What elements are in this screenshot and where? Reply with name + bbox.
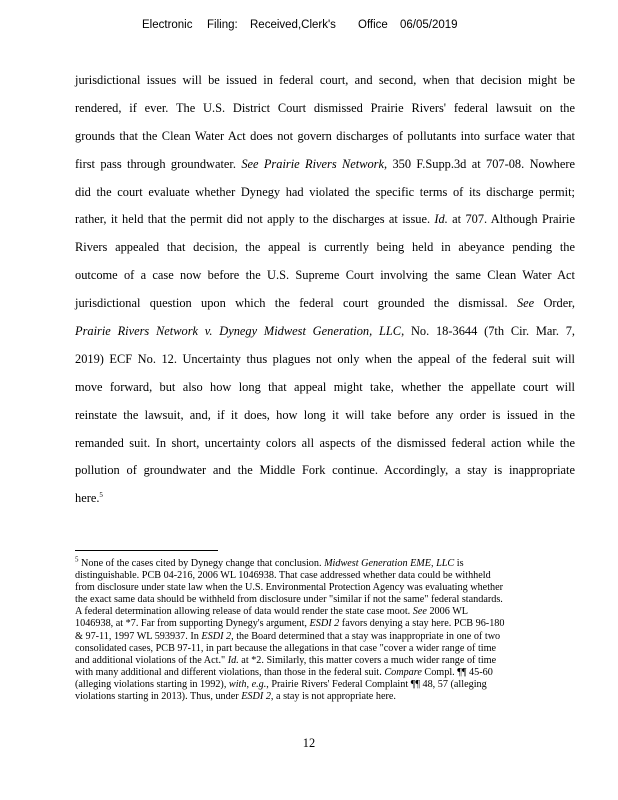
body-line: outcome of a case now before the U.S. Supreme Court involving the same Clean Water Act: [75, 268, 575, 283]
footnote-line: with many additional and different violations, than those in the federal suit. Compare Compl. ¶¶ 45-60: [75, 666, 493, 678]
id-citation: Id.: [227, 654, 239, 666]
body-text: here.: [75, 491, 100, 506]
footnote-line: from disclosure under state law when the U.S. Environmental Protection Agency was evaluating whether: [75, 582, 504, 594]
body-text: , 350 F.Supp.3d at 707-08. Nowhere: [384, 156, 575, 171]
case-name: ESDI 2: [201, 630, 232, 642]
footnote-reference: 5: [99, 491, 103, 500]
case-name: ESDI 2: [309, 618, 340, 630]
case-citation: See Prairie Rivers Network: [241, 156, 385, 171]
footnote-line: the exact same data should be withheld from disclosure under "similar if not the same" federal standards.: [75, 594, 503, 606]
body-line: [75, 318, 575, 346]
body-line: rendered, if ever. The U.S. District Court dismissed Prairie Rivers' federal lawsuit on the: [75, 100, 575, 115]
body-line: [75, 151, 575, 179]
body-line: jurisdictional issues will be issued in federal court, and second, when that decision might be: [75, 73, 575, 87]
case-name: ESDI 2: [241, 691, 271, 703]
body-text: , No. 18-3644 (7th Cir. Mar. 7,: [401, 324, 576, 339]
footnote-line: $^5$ None of the cases cited by Dynegy change that conclusion. Midwest Generation EME, LLC is: [75, 555, 464, 569]
header-received-clerks: Received,Clerk's: [250, 19, 336, 31]
header-electronic: Electronic: [142, 19, 193, 31]
body-line: grounds that the Clean Water Act does not govern discharges of pollutants into surface water that: [75, 128, 575, 143]
body-line: reinstate the lawsuit, and, if it does, how long it will take before any order is issued in the: [75, 407, 575, 422]
see-signal: See: [516, 296, 535, 311]
body-text: at 707. Although Prairie: [447, 212, 575, 227]
footnote-divider: [75, 550, 218, 551]
with-signal: with, e.g.: [228, 678, 267, 690]
body-text: rather, it held that the permit did not apply to the discharges at issue.: [75, 212, 431, 227]
body-paragraph: [75, 67, 575, 513]
body-text: first pass through groundwater.: [75, 156, 236, 171]
footnote-line: 1046938, at *7. Far from supporting Dynegy's argument, ESDI 2 favors denying a stay here. PCB 96-180: [75, 618, 505, 630]
id-citation: Id.: [434, 212, 448, 227]
page-number: 12: [302, 736, 316, 750]
body-text: jurisdictional question upon which the federal court grounded the dismissal.: [75, 296, 508, 311]
body-text: Order,: [534, 296, 575, 311]
footnote-line: consolidated cases, PCB 97-11, in part because the allegations in that case "cover a wider range of time: [75, 642, 497, 654]
case-name: Prairie Rivers Network v. Dynegy Midwest Generation, LLC: [75, 324, 402, 339]
body-line: remanded suit. In short, uncertainty colors all aspects of the dismissed federal action while the: [75, 435, 575, 450]
header-date: 06/05/2019: [400, 19, 458, 31]
body-line: did the court evaluate whether Dynegy had violated the specific terms of its discharge permit;: [75, 184, 575, 199]
header-office: Office: [358, 19, 388, 31]
footnote-line: (alleging violations starting in 1992), with, e.g., Prairie Rivers' Federal Complaint ¶¶ 48, 57 (alleging: [75, 678, 487, 690]
body-line: pollution of groundwater and the Middle Fork continue. Accordingly, a stay is inappropriate: [75, 463, 575, 478]
body-line: move forward, but also how long that appeal might take, whether the appellate court will: [75, 379, 575, 394]
compare-signal: Compare: [384, 666, 422, 678]
footnote-marker: 5: [75, 555, 79, 564]
body-line: [75, 485, 575, 513]
footnote-line: and additional violations of the Act." Id. at *2. Similarly, this matter covers a much wider range of time: [75, 654, 497, 666]
body-line: [75, 206, 575, 234]
body-line: [75, 290, 575, 318]
footnote-line: A federal determination allowing release of data would render the state case moot. See 2006 WL: [75, 606, 469, 618]
body-line: Rivers appealed that decision, the appeal is currently being held in abeyance pending the: [75, 240, 575, 255]
header-filing: Filing:: [207, 19, 238, 31]
footnote-line: & 97-11, 1997 WL 593937. In ESDI 2, the Board determined that a stay was inappropriate in one of two: [75, 630, 501, 642]
see-signal: See: [412, 606, 427, 618]
footnote-5: [75, 555, 583, 703]
footnote-line: distinguishable. PCB 04-216, 2006 WL 1046938. That case addressed whether data could be withheld: [75, 570, 491, 582]
body-line: 2019) ECF No. 12. Uncertainty thus plagues not only when the appeal of the federal suit will: [75, 351, 575, 366]
footnote-line: violations starting in 2013). Thus, under ESDI 2, a stay is not appropriate here.: [75, 691, 396, 703]
case-name: Midwest Generation EME, LLC: [324, 558, 455, 569]
